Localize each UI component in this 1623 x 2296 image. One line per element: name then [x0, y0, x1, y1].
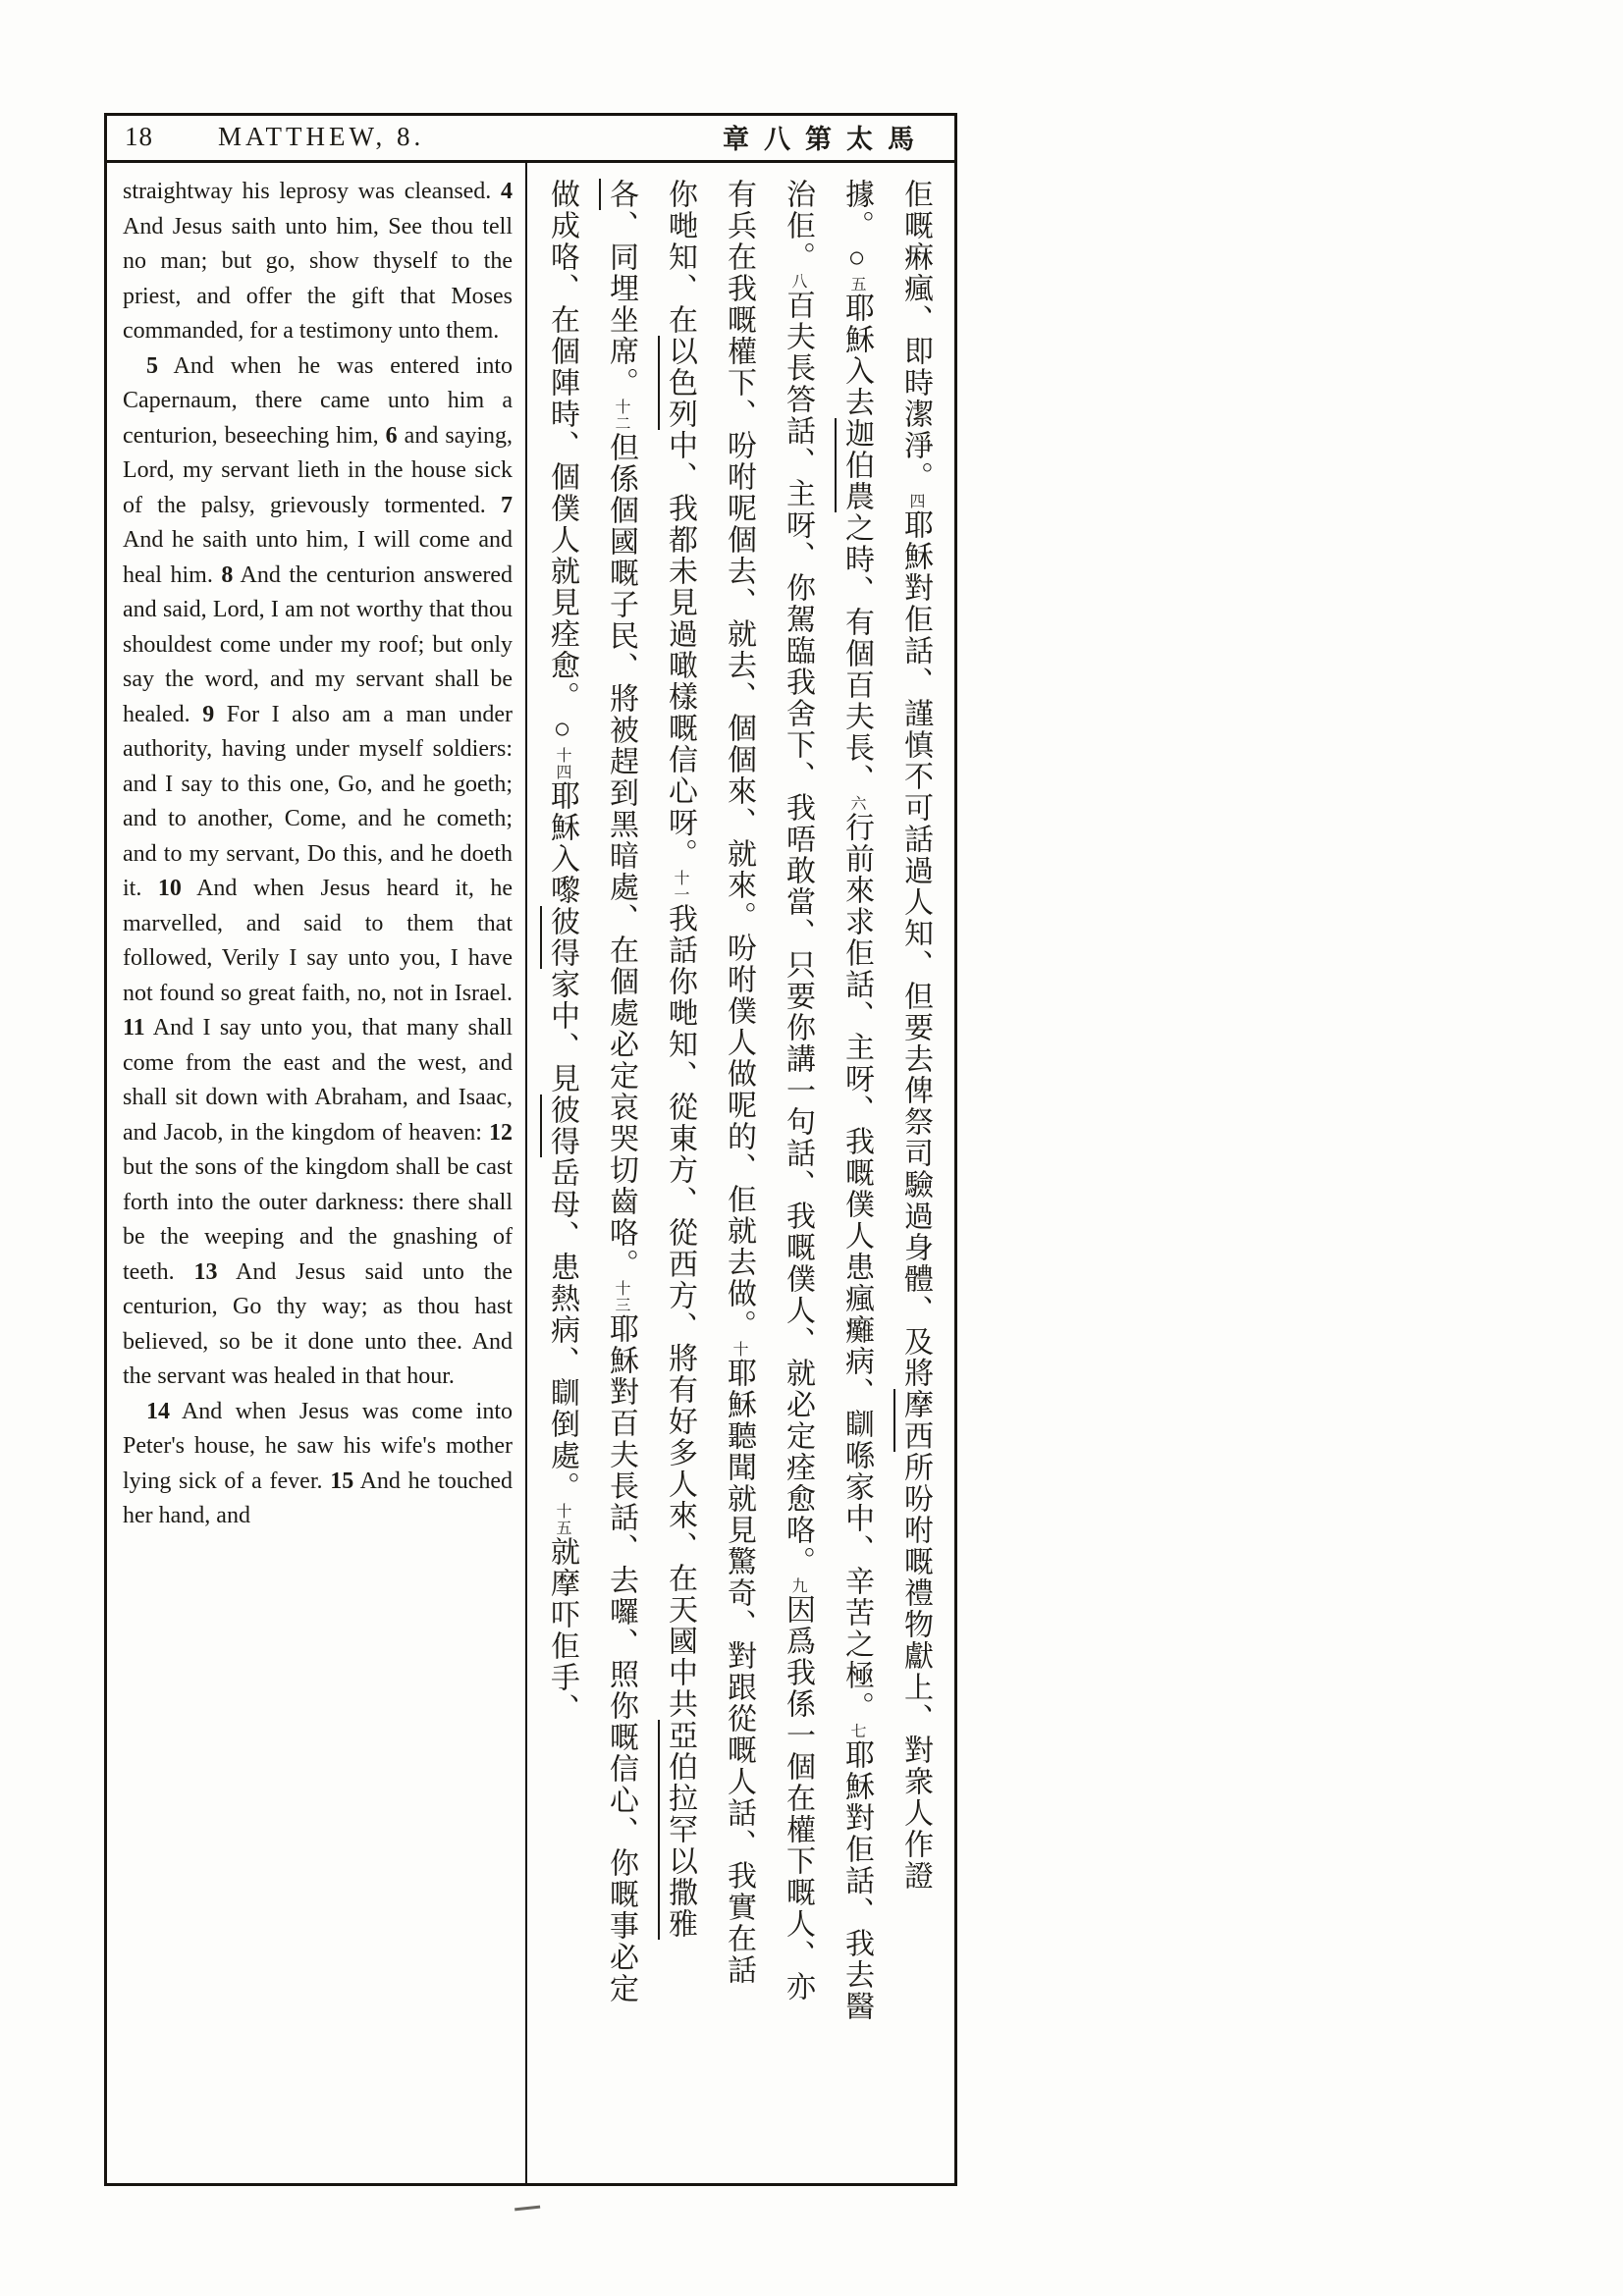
proper-noun: 以色列: [664, 336, 696, 430]
chinese-text-run: 耶穌入去: [840, 293, 873, 418]
proper-noun: 迦伯農: [840, 418, 873, 512]
chinese-text-run: 你哋知、在: [664, 179, 696, 336]
chinese-text-run: 耶穌聽聞就見驚奇、對跟從嘅人話、我實在話: [723, 1358, 755, 1986]
english-paragraph: 5 And when he was entered into Capernaum, there came unto him a centurion, beseeching him, 6 and saying, Lord, my servant lieth in the house sick of the palsy, grievously tormented. 7 And he saith unto him, I will come and heal him. 8 And the centurion answered and said, Lord, I am not worthy that thou shouldest come under my roof; but only say the word, and my servant shall be healed. 9 For I also am a man under authority, having under myself soldiers: and I say to this one, Go, and he goeth; and to another, Come, and he cometh; and to my servant, Do this, and he doeth it. 10 And when Jesus heard it, he marvelled, and said to them that followed, Verily I say unto you, I have not found so great faith, no, not in Israel. 11 And I say unto you, that many shall come from the east and the west, and shall sit down with Abraham, and Isaac, and Jacob, in the kingdom of heaven: 12 but the sons of the kingdom shall be cast forth into the outer darkness: there shall be the weeping and the gnashing of teeth. 13 And Jesus said unto the centurion, Go thy way; as thou hast believed, so be it done unto thee. And the servant was healed in that hour.: [123, 352, 514, 1389]
chinese-text-run: 做成咯、在個陣時、個僕人就見痊愈。○: [546, 179, 578, 747]
chinese-text-run: 就摩吓佢手、: [546, 1536, 578, 1725]
proper-noun: 摩西: [899, 1389, 932, 1452]
chinese-column: [709, 179, 768, 2165]
verse-number-marker: 十一: [672, 870, 688, 903]
verse-number-marker: 十五: [554, 1503, 570, 1536]
page-header: [107, 116, 954, 163]
verse-number-marker: 九: [789, 1577, 806, 1594]
verse-number-marker: 六: [848, 795, 865, 812]
chinese-text-run: 治佢。: [782, 179, 814, 273]
chinese-text-run: 耶穌對百夫長話、去囉、照你嘅信心、你嘅事必定: [605, 1313, 637, 2004]
chinese-column: [768, 179, 827, 2165]
proper-noun: 各: [605, 179, 637, 210]
header-left: [125, 122, 424, 152]
chinese-text-run: 中、我都未見過噉樣嘅信心呀。: [664, 430, 696, 870]
header-title-chinese: 章八第太馬: [723, 125, 929, 154]
chinese-text-run: 行前來求佢話、主呀、我嘅僕人患瘋癱病、瞓喺家中、辛苦之極。: [840, 812, 873, 1723]
chinese-text-run: 佢嘅痳瘋、即時潔淨。: [899, 179, 932, 493]
verse-number-marker: 七: [848, 1723, 865, 1739]
chinese-text-run: 據。○: [840, 179, 873, 276]
chinese-text-run: 百夫長答話、主呀、你駕臨我舍下、我唔敢當、只要你講一句話、我嘅僕人、就必定痊愈咯。: [782, 290, 814, 1577]
english-text-column: [107, 163, 527, 2183]
proper-noun: 彼得: [546, 906, 578, 969]
verse-number-marker: 四: [907, 493, 924, 509]
header-title-english: MATTHEW, 8.: [218, 122, 425, 151]
proper-noun: 亞伯拉罕以撒雅: [664, 1720, 696, 1940]
chinese-column: [650, 179, 709, 2165]
chinese-column: [591, 179, 650, 2165]
chinese-text-run: 耶穌對佢話、我去醫: [840, 1739, 873, 2022]
chinese-text-run: 家中、見: [546, 969, 578, 1095]
chinese-text-run: 耶穌對佢話、謹慎不可話過人知、但要去俾祭司驗過身體、及將: [899, 509, 932, 1389]
chinese-text-run: 有兵在我嘅權下、吩咐呢個去、就去、個個來、就來。吩咐僕人做呢的、佢就去做。: [723, 179, 755, 1341]
verse-number-marker: 十三: [613, 1280, 629, 1313]
proper-noun: 彼得: [546, 1095, 578, 1157]
chinese-text-run: 但係個國嘅子民、將被趕到黑暗處、在個處必定哀哭切齒咯。: [605, 432, 637, 1280]
english-paragraph: 14 And when Jesus was come into Peter's house, he saw his wife's mother lying sick of a fever. 15 And he touched her hand, and: [123, 1398, 513, 1528]
verse-number-marker: 十二: [613, 399, 629, 432]
chinese-text-run: 我話你哋知、從東方、從西方、將有好多人來、在天國中共: [664, 903, 696, 1720]
chinese-column: [886, 179, 945, 2165]
chinese-text-run: 因爲我係一個在權下嘅人、亦: [782, 1594, 814, 2002]
page-frame: [104, 113, 957, 2186]
verse-number-marker: 五: [848, 276, 865, 293]
chinese-column: [532, 179, 591, 2165]
printers-mark: [514, 2203, 540, 2212]
chinese-text-run: 耶穌入嚟: [546, 780, 578, 906]
chinese-text-column: [527, 163, 954, 2183]
verse-number-marker: 十四: [554, 747, 570, 780]
page-number: 18: [125, 122, 153, 151]
chinese-column: [827, 179, 886, 2165]
chinese-text-run: 岳母、患熱病、瞓倒處。: [546, 1157, 578, 1503]
chinese-text-run: 之時、有個百夫長、: [840, 512, 873, 795]
verse-number-marker: 八: [789, 273, 806, 290]
english-paragraph: straightway his leprosy was cleansed. 4 And Jesus saith unto him, See thou tell no man; but go, show thyself to the priest, and offer the gift that Moses commanded, for a testimony unto them.: [123, 179, 513, 344]
chinese-text-run: 所吩咐嘅禮物獻上、對衆人作證: [899, 1452, 932, 1892]
page-body: [107, 163, 954, 2183]
chinese-text-run: 、同埋坐席。: [605, 210, 637, 399]
verse-number-marker: 十: [730, 1341, 747, 1358]
